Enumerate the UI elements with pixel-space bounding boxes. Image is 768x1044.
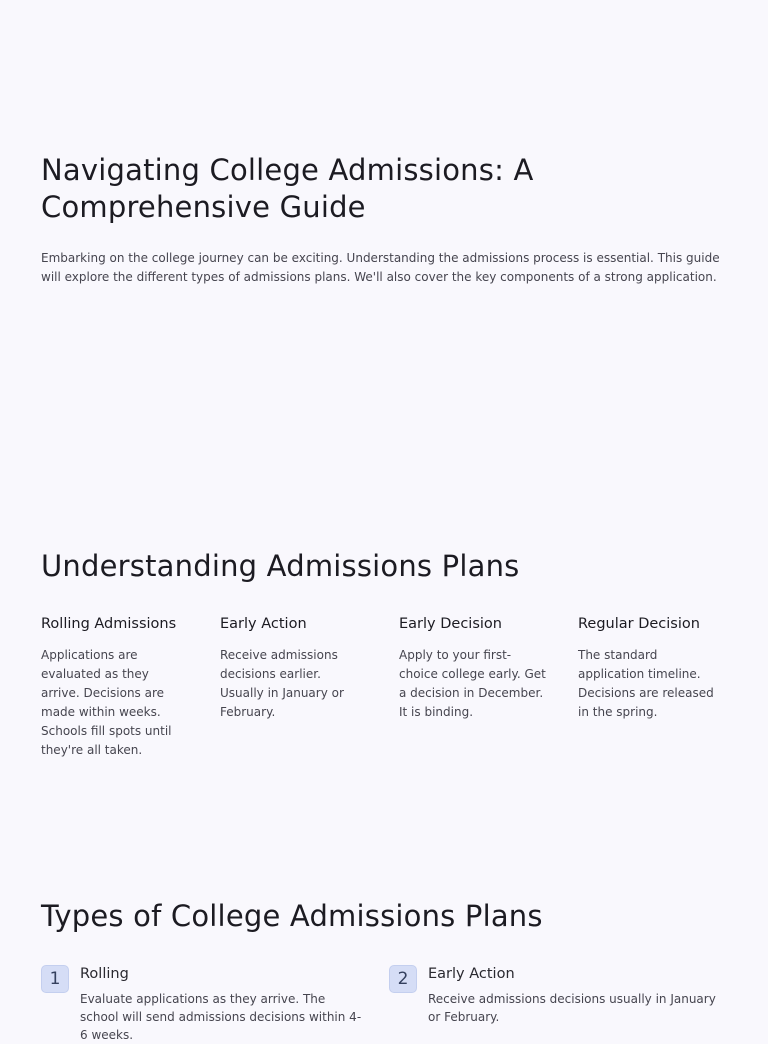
plan-description: Receive admissions decisions earlier. Usually in January or February. [220,648,344,719]
plan-heading: Regular Decision [578,616,700,632]
type-item-early-action [389,964,731,1044]
admissions-plans-title: Understanding Admissions Plans [41,549,520,583]
plan-regular-decision [578,614,726,760]
hero-section [41,152,731,287]
types-title: Types of College Admissions Plans [41,899,543,933]
number-badge: 2 [389,965,417,993]
admissions-plans-section [41,548,731,760]
plan-heading: Early Decision [399,616,502,632]
types-section [41,898,731,1044]
type-description: Receive admissions decisions usually in January or February. [428,992,716,1024]
intro-paragraph: Embarking on the college journey can be exciting. Understanding the admissions process is essential. This guide will explore the different types of admissions plans. We'll also cover the key components of a strong application. [41,251,720,284]
plan-description: The standard application timeline. Decisions are released in the spring. [578,648,714,719]
type-heading: Rolling [80,966,129,982]
type-body [428,964,731,1026]
type-description: Evaluate applications as they arrive. The school will send admissions decisions within 4-6 weeks. [80,992,362,1042]
types-grid [41,964,731,1044]
plan-heading: Rolling Admissions [41,616,177,632]
type-heading: Early Action [428,966,515,982]
plan-early-decision [399,614,547,760]
plans-grid [41,614,731,760]
type-body [80,964,363,1044]
type-item-rolling [41,964,363,1044]
plan-heading: Early Action [220,616,307,632]
number-badge: 1 [41,965,69,993]
plan-early-action [220,614,368,760]
plan-rolling-admissions [41,614,189,760]
page-title: Navigating College Admissions: A Comprehensive Guide [41,153,534,224]
plan-description: Apply to your first-choice college early. Get a decision in December. It is binding. [399,648,546,719]
plan-description: Applications are evaluated as they arrive. Decisions are made within weeks. Schools fill spots until they're all taken. [41,648,172,757]
